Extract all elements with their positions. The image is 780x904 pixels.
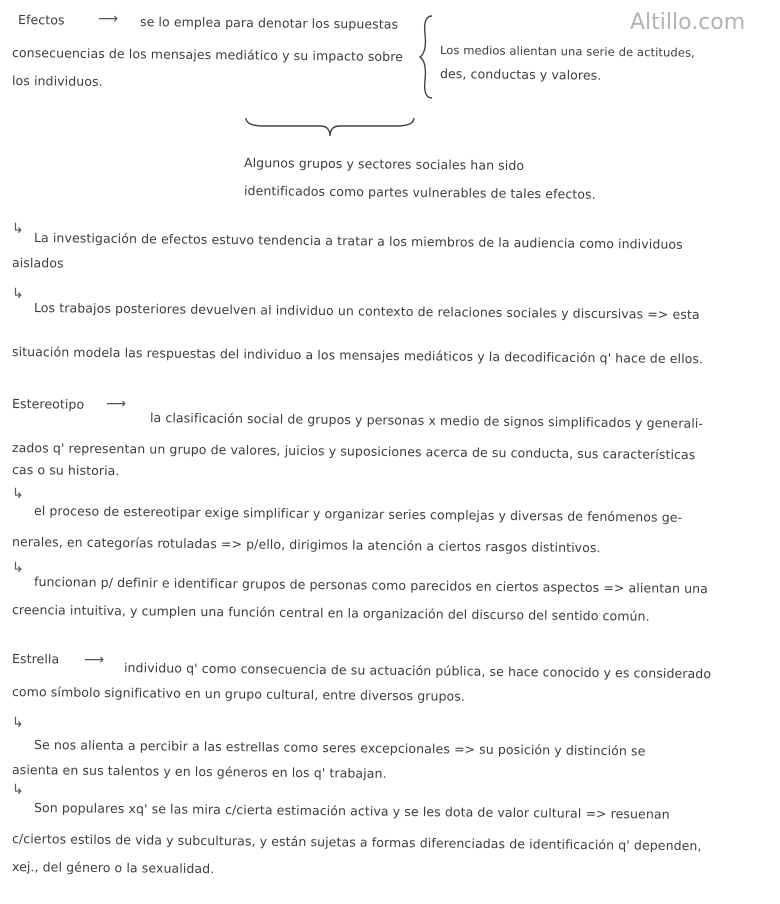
research-line-2: aislados — [11, 255, 64, 271]
research-line-3: Los trabajos posteriores devuelven al individuo un contexto de relaciones sociales y discursivas => esta — [33, 300, 700, 322]
horizontal-brace-icon — [244, 116, 416, 138]
stereotype-line-7: creencia intuitiva, y cumplen una función central en la organización del discurso del sentido común. — [11, 602, 650, 624]
arrow-icon: ⟶ — [98, 11, 119, 27]
term-efectos: Efectos — [17, 12, 65, 28]
hook-arrow-icon: ↳ — [12, 286, 24, 302]
watermark: Altillo.com — [630, 10, 746, 35]
arrow-icon: ⟶ — [84, 652, 105, 668]
term-estrella: Estrella — [11, 651, 60, 667]
hook-arrow-icon: ↳ — [12, 486, 24, 502]
intro-line-1: se lo emplea para denotar los supuestas — [139, 14, 399, 32]
intro-line-2: consecuencias de los mensajes mediático y su impacto sobre — [11, 45, 404, 65]
research-line-1: La investigación de efectos estuvo tendencia a tratar a los miembros de la audiencia como individuos — [33, 230, 683, 252]
group-line-2: identificados como partes vulnerables de tales efectos. — [243, 183, 596, 202]
hook-arrow-icon: ↳ — [12, 715, 24, 731]
stereotype-line-5: nerales, en categorías rotuladas => p/ello, dirigimos la atención a ciertos rasgos distintivos. — [11, 534, 601, 556]
star-line-6: c/ciertos estilos de vida y subculturas, y están sujetas a formas diferenciadas de identificación q' dependen, — [11, 831, 702, 854]
intro-right-2: des, conductas y valores. — [439, 66, 602, 83]
term-estereotipo: Estereotipo — [11, 396, 85, 412]
star-line-2: como símbolo significativo en un grupo cultural, entre diversos grupos. — [11, 684, 466, 704]
hook-arrow-icon: ↳ — [12, 560, 24, 576]
star-line-4: asienta en sus talentos y en los géneros en los q' trabajan. — [11, 762, 387, 781]
intro-line-3: los individuos. — [11, 73, 103, 89]
stereotype-line-4: el proceso de estereotipar exige simplificar y organizar series complejas y diversas de fenómenos ge- — [33, 503, 683, 525]
star-line-3: Se nos alienta a percibir a las estrellas como seres excepcionales => su posición y distinción se — [33, 737, 646, 759]
group-line-1: Algunos grupos y sectores sociales han sido — [243, 155, 525, 173]
stereotype-line-1: la clasificación social de grupos y personas x medio de signos simplificados y generali- — [149, 410, 704, 431]
hook-arrow-icon: ↳ — [12, 221, 24, 237]
stereotype-line-6: funcionan p/ definir e identificar grupos de personas como parecidos en ciertos aspectos => alientan una — [33, 574, 709, 597]
intro-right-1: Los medios alientan una serie de actitudes, — [439, 43, 695, 60]
arrow-icon: ⟶ — [106, 396, 127, 412]
star-line-7: xej., del género o la sexualidad. — [11, 859, 215, 877]
hook-arrow-icon: ↳ — [12, 782, 24, 798]
research-line-4: situación modela las respuestas del individuo a los mensajes mediáticos y la decodificación q' hace de ellos. — [11, 344, 704, 367]
star-line-5: Son populares xq' se las mira c/cierta estimación activa y se les dota de valor cultural => resuenan — [33, 800, 670, 822]
star-line-1: individuo q' como consecuencia de su actuación pública, se hace conocido y es considerado — [123, 660, 712, 682]
stereotype-line-3: cas o su historia. — [11, 462, 120, 479]
curly-brace-icon — [418, 14, 438, 100]
stereotype-line-2: zados q' representan un grupo de valores, juicios y suposiciones acerca de su conducta, sus características — [11, 440, 696, 463]
